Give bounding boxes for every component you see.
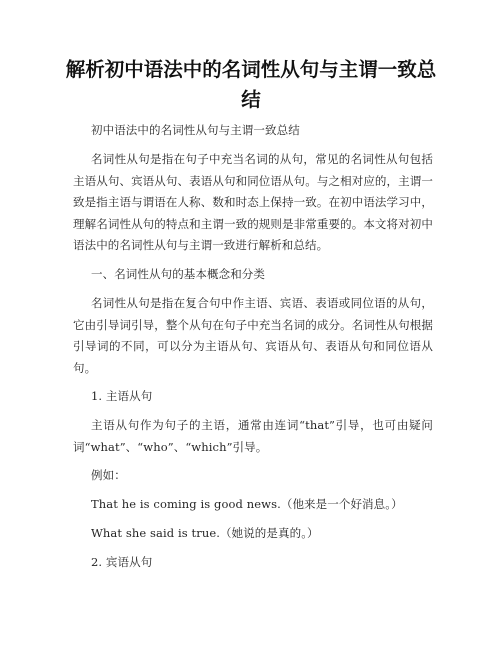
example-label: 例如：: [91, 468, 126, 482]
document-subtitle: 初中语法中的名词性从句与主谓一致总结: [91, 123, 300, 137]
subsection-2-heading: 2. 宾语从句: [91, 555, 153, 569]
subsection-1-heading: 1. 主语从句: [91, 389, 153, 403]
title-line-2: 结: [241, 88, 261, 111]
example-sentence-1: That he is coming is good news.（他来是一个好消息。）: [91, 497, 403, 511]
intro-paragraph: 名词性从句是指在句子中充当名词的从句，常见的名词性从句包括主语从句、宾语从句、表语从句和同位语从句。与之相对应的，主谓一致是指主语与谓语在人称、数和时态上保持一致。在初中语法学习中，理解名词性从句的特点和主谓一致的规则是非常重要的。本文将对初中语法中的名词性从句与主谓一致进行解析和总结。: [73, 152, 433, 252]
title-line-1: 解析初中语法中的名词性从句与主谓一致总: [65, 58, 437, 81]
section-1-heading: 一、名词性从句的基本概念和分类: [91, 267, 265, 281]
section-1-paragraph: 名词性从句是指在复合句中作主语、宾语、表语或同位语的从句，它由引导词引导，整个从句在句子中充当名词的成分。名词性从句根据引导词的不同，可以分为主语从句、宾语从句、表语从句和同位语从句。: [73, 296, 433, 375]
document-title: [60, 55, 442, 115]
subsection-1-paragraph: 主语从句作为句子的主语，通常由连词“that”引导，也可由疑问词“what”、“who”、“which”引导。: [73, 418, 433, 454]
example-sentence-2: What she said is true.（她说的是真的。）: [91, 526, 319, 540]
